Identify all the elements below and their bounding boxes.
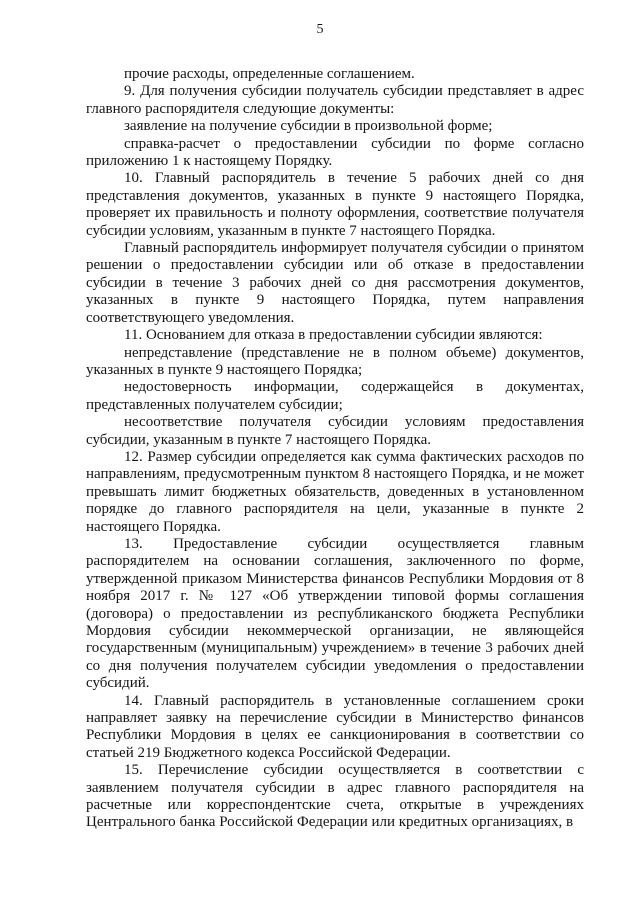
paragraph: 14. Главный распорядитель в установленные соглашением сроки направляет заявку на перечисление субсидии в Министерство финансов Республики Мордовия в целях ее санкционирования в соответствии со статьей 219 Бюджетного кодекса Российской Федерации. — [86, 692, 584, 761]
paragraph: 12. Размер субсидии определяется как сумма фактических расходов по направлениям, предусмотренным пунктом 8 настоящего Порядка, и не может превышать лимит бюджетных обязательств, доведенных в установленном порядке до главного распорядителя на цели, указанные в пункте 2 настоящего Порядка. — [86, 448, 584, 535]
paragraph: несоответствие получателя субсидии условиям предоставления субсидии, указанным в пункте 7 настоящего Порядка. — [86, 414, 584, 448]
paragraph: справка-расчет о предоставлении субсидии по форме согласно приложению 1 к настоящему Порядку. — [86, 135, 584, 170]
paragraph: 11. Основанием для отказа в предоставлении субсидии являются: — [124, 327, 543, 344]
paragraph: 9. Для получения субсидии получатель субсидии представляет в адрес главного распорядителя следующие документы: — [86, 83, 584, 117]
paragraph: недостоверность информации, содержащейся в документах, представленных получателем субсидии; — [86, 379, 584, 413]
paragraph: заявление на получение субсидии в произвольной форме; — [124, 118, 493, 135]
paragraph: прочие расходы, определенные соглашением. — [124, 66, 415, 82]
paragraph: 15. Перечисление субсидии осуществляется в соответствии с заявлением получателя субсидии в адрес главного распорядителя на расчетные или корреспондентские счета, открытые в учреждениях Центрального банка Российской Федерации или кредитных организациях, в — [86, 762, 584, 831]
paragraph: 13. Предоставление субсидии осуществляется главным распорядителем на основании соглашения, заключенного по форме, утвержденной приказом Министерства финансов Республики Мордовия от 8 ноября 2017 г. № 127 «Об утверждении типовой формы соглашения (договора) о предоставлении из республиканского бюджета Республики Мордовия субсидии некоммерческой организации, не являющейся государственным (муниципальным) учреждением» в течение 3 рабочих дней со дня получения получателем субсидии уведомления о предоставлении субсидий. — [86, 535, 584, 692]
page-number: 5 — [316, 22, 324, 37]
paragraph: непредставление (представление не в полном объеме) документов, указанных в пункте 9 настоящего Порядка; — [86, 344, 584, 378]
document-body — [86, 66, 584, 832]
paragraph: 10. Главный распорядитель в течение 5 рабочих дней со дня представления документов, указанных в пункте 9 настоящего Порядка, проверяет их правильность и полноту оформления, соответствие получателя субсидии условиям, указанным в пункте 7 настоящего Порядка. — [86, 170, 584, 239]
paragraph: Главный распорядитель информирует получателя субсидии о принятом решении о предоставлении субсидии или об отказе в предоставлении субсидии в течение 3 рабочих дней со дня рассмотрения документов, указанных в пункте 9 настоящего Порядка, путем направления соответствующего уведомления. — [86, 240, 584, 326]
